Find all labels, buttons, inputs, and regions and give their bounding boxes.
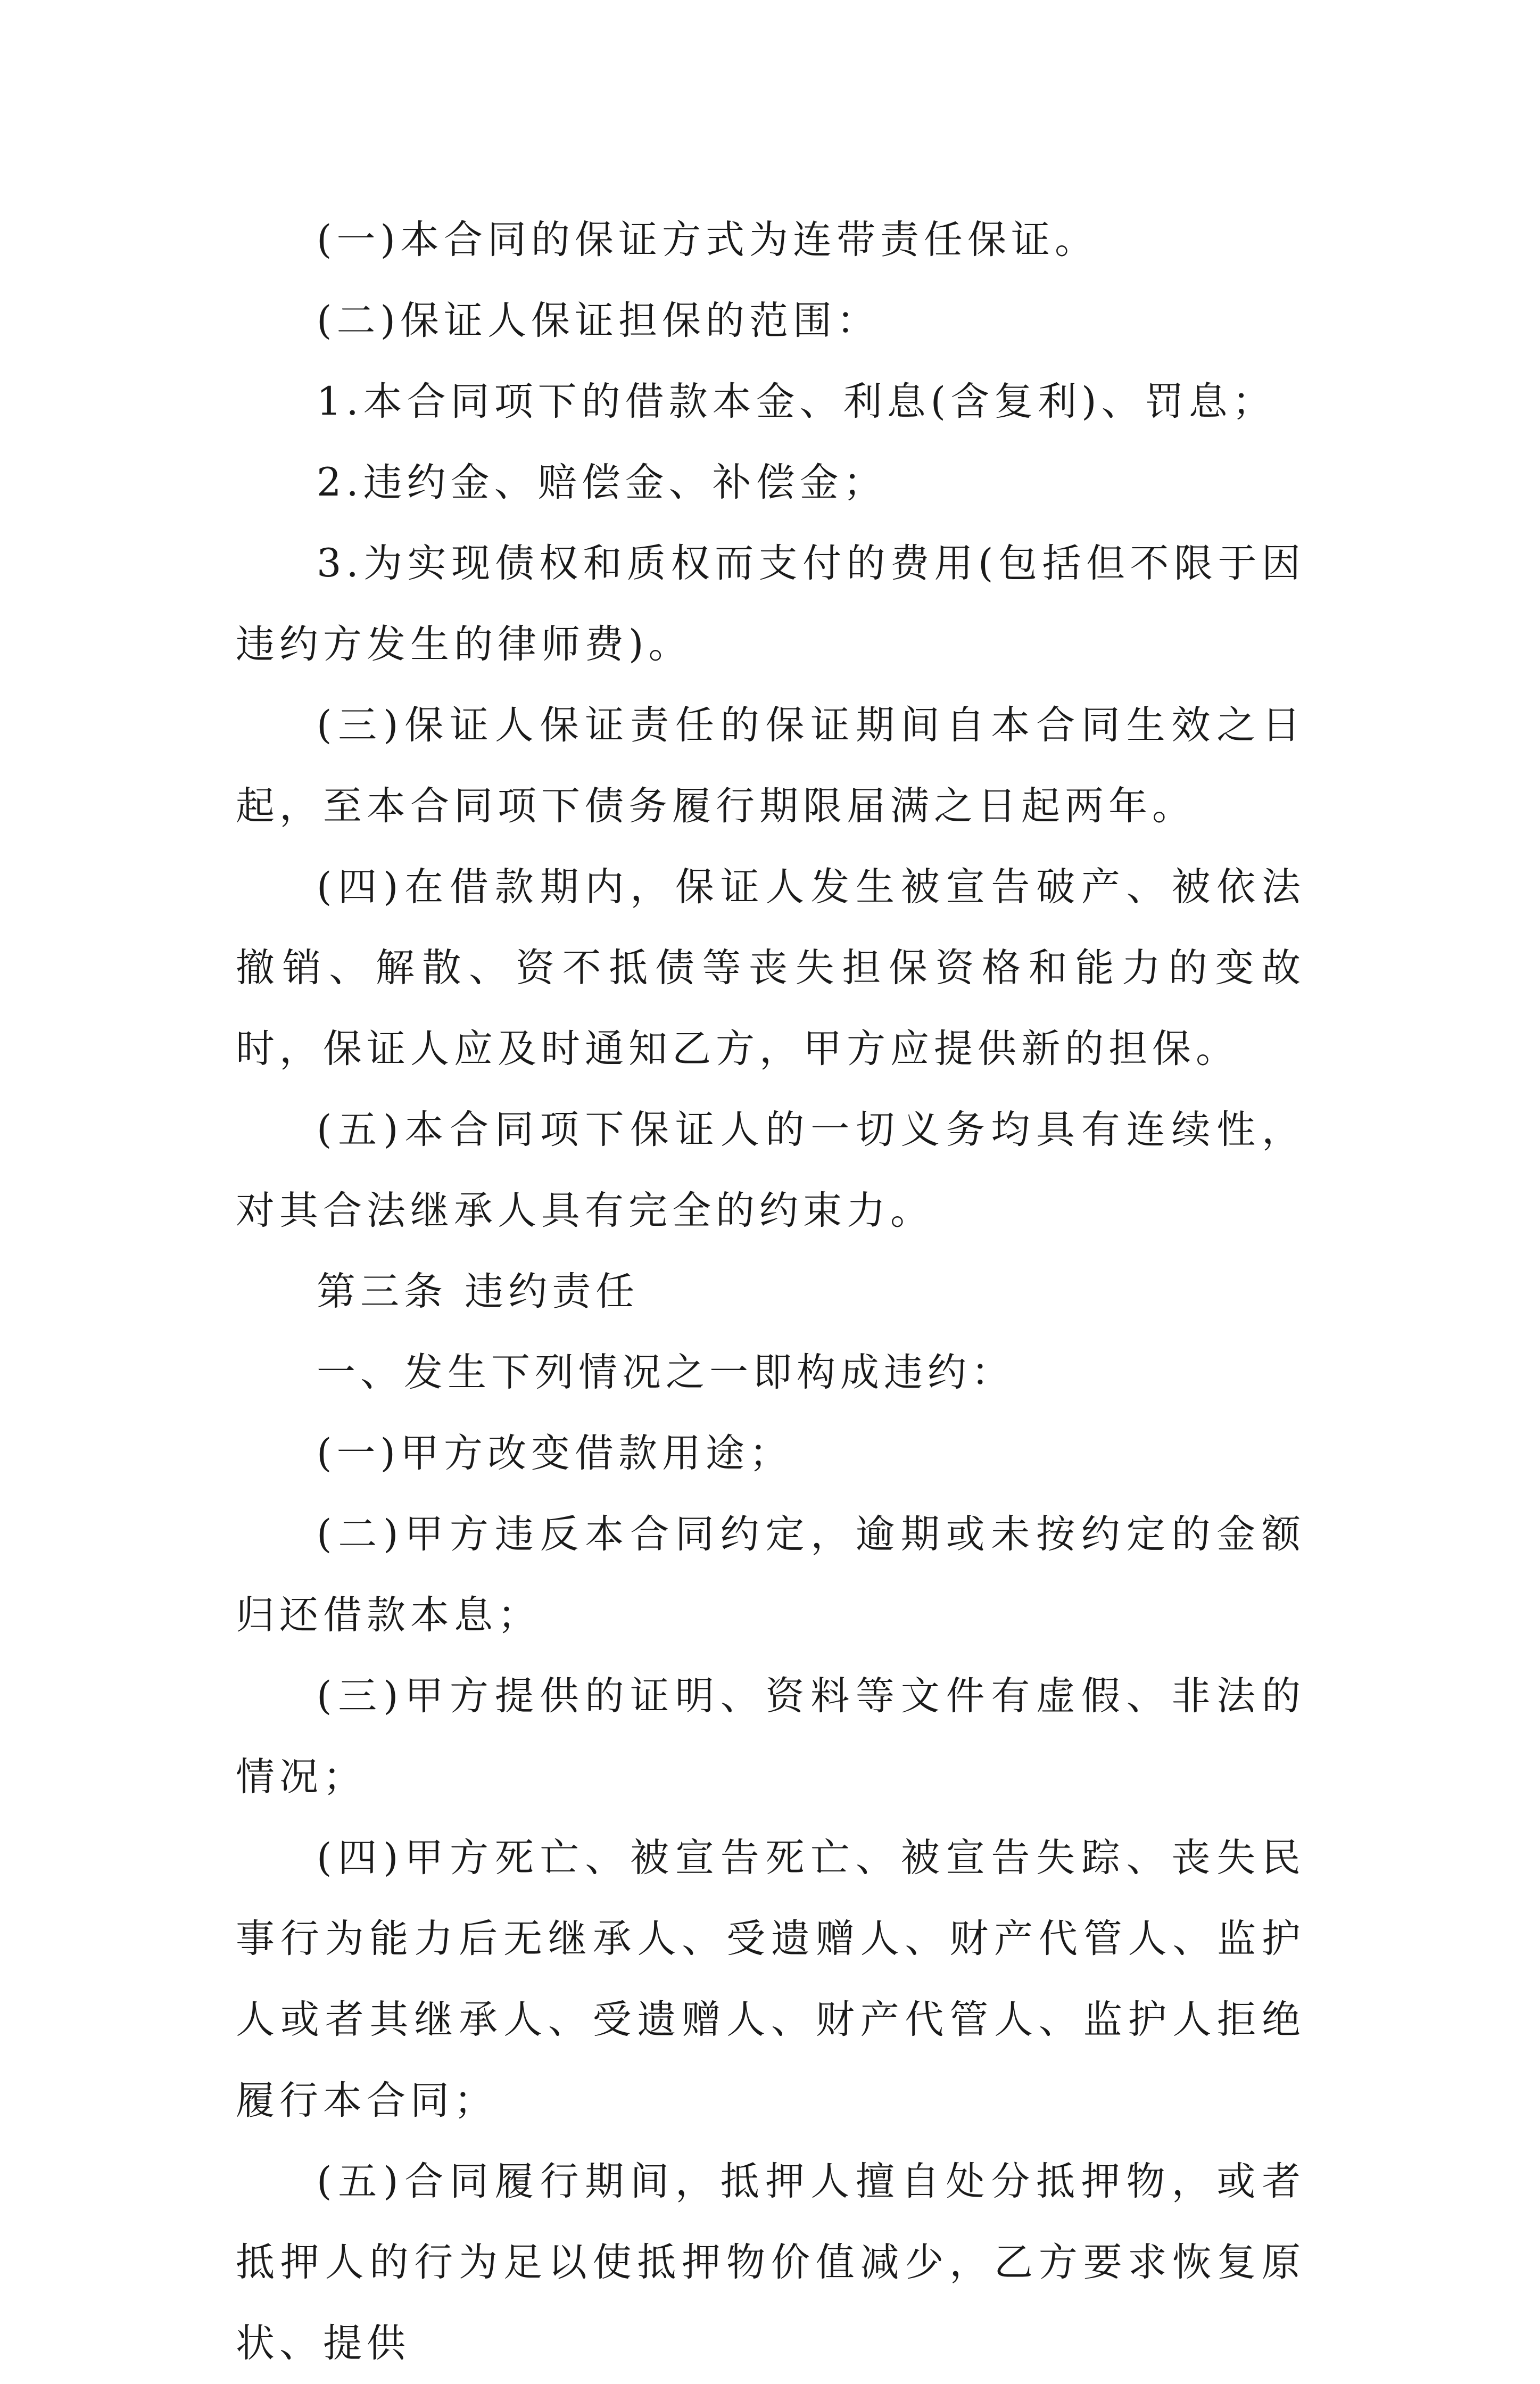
document-body [236,200,1305,2384]
paragraph-breach-item-3: (三)甲方提供的证明、资料等文件有虚假、非法的情况； [236,1673,1305,1800]
paragraph-guarantee-scope: (二)保证人保证担保的范围： [317,298,880,343]
paragraph-breach-item-1: (一)甲方改变借款用途； [317,1431,793,1476]
section-heading-breach-liability: 第三条 违约责任 [317,1269,640,1314]
paragraph-breach-conditions: 一、发生下列情况之一即构成违约： [317,1350,1015,1395]
paragraph-guarantee-period: (三)保证人保证责任的保证期间自本合同生效之日起，至本合同项下债务履行期限届满之日起两年。 [236,703,1305,829]
paragraph-guarantor-change: (四)在借款期内，保证人发生被宣告破产、被依法撤销、解散、资不抵债等丧失担保资格和能力的变故时，保证人应及时通知乙方，甲方应提供新的担保。 [236,864,1305,1071]
paragraph-breach-item-2: (二)甲方违反本合同约定，逾期或未按约定的金额归还借款本息； [236,1512,1305,1638]
paragraph-breach-item-4: (四)甲方死亡、被宣告死亡、被宣告失踪、丧失民事行为能力后无继承人、受遗赠人、财产代管人、监护人或者其继承人、受遗赠人、财产代管人、监护人拒绝履行本合同； [236,1835,1305,2123]
paragraph-scope-item-2: 2.违约金、赔偿金、补偿金； [317,460,887,505]
paragraph-breach-item-5: (五)合同履行期间，抵押人擅自处分抵押物，或者抵押人的行为足以使抵押物价值减少，乙方要求恢复原状、提供 [236,2159,1305,2366]
paragraph-obligation-continuity: (五)本合同项下保证人的一切义务均具有连续性，对其合法继承人具有完全的约束力。 [236,1107,1305,1233]
paragraph-scope-item-3: 3.为实现债权和质权而支付的费用(包括但不限于因违约方发生的律师费)。 [236,541,1305,667]
paragraph-scope-item-1: 1.本合同项下的借款本金、利息(含复利)、罚息； [317,379,1276,424]
paragraph-guarantee-method: (一)本合同的保证方式为连带责任保证。 [317,217,1098,262]
